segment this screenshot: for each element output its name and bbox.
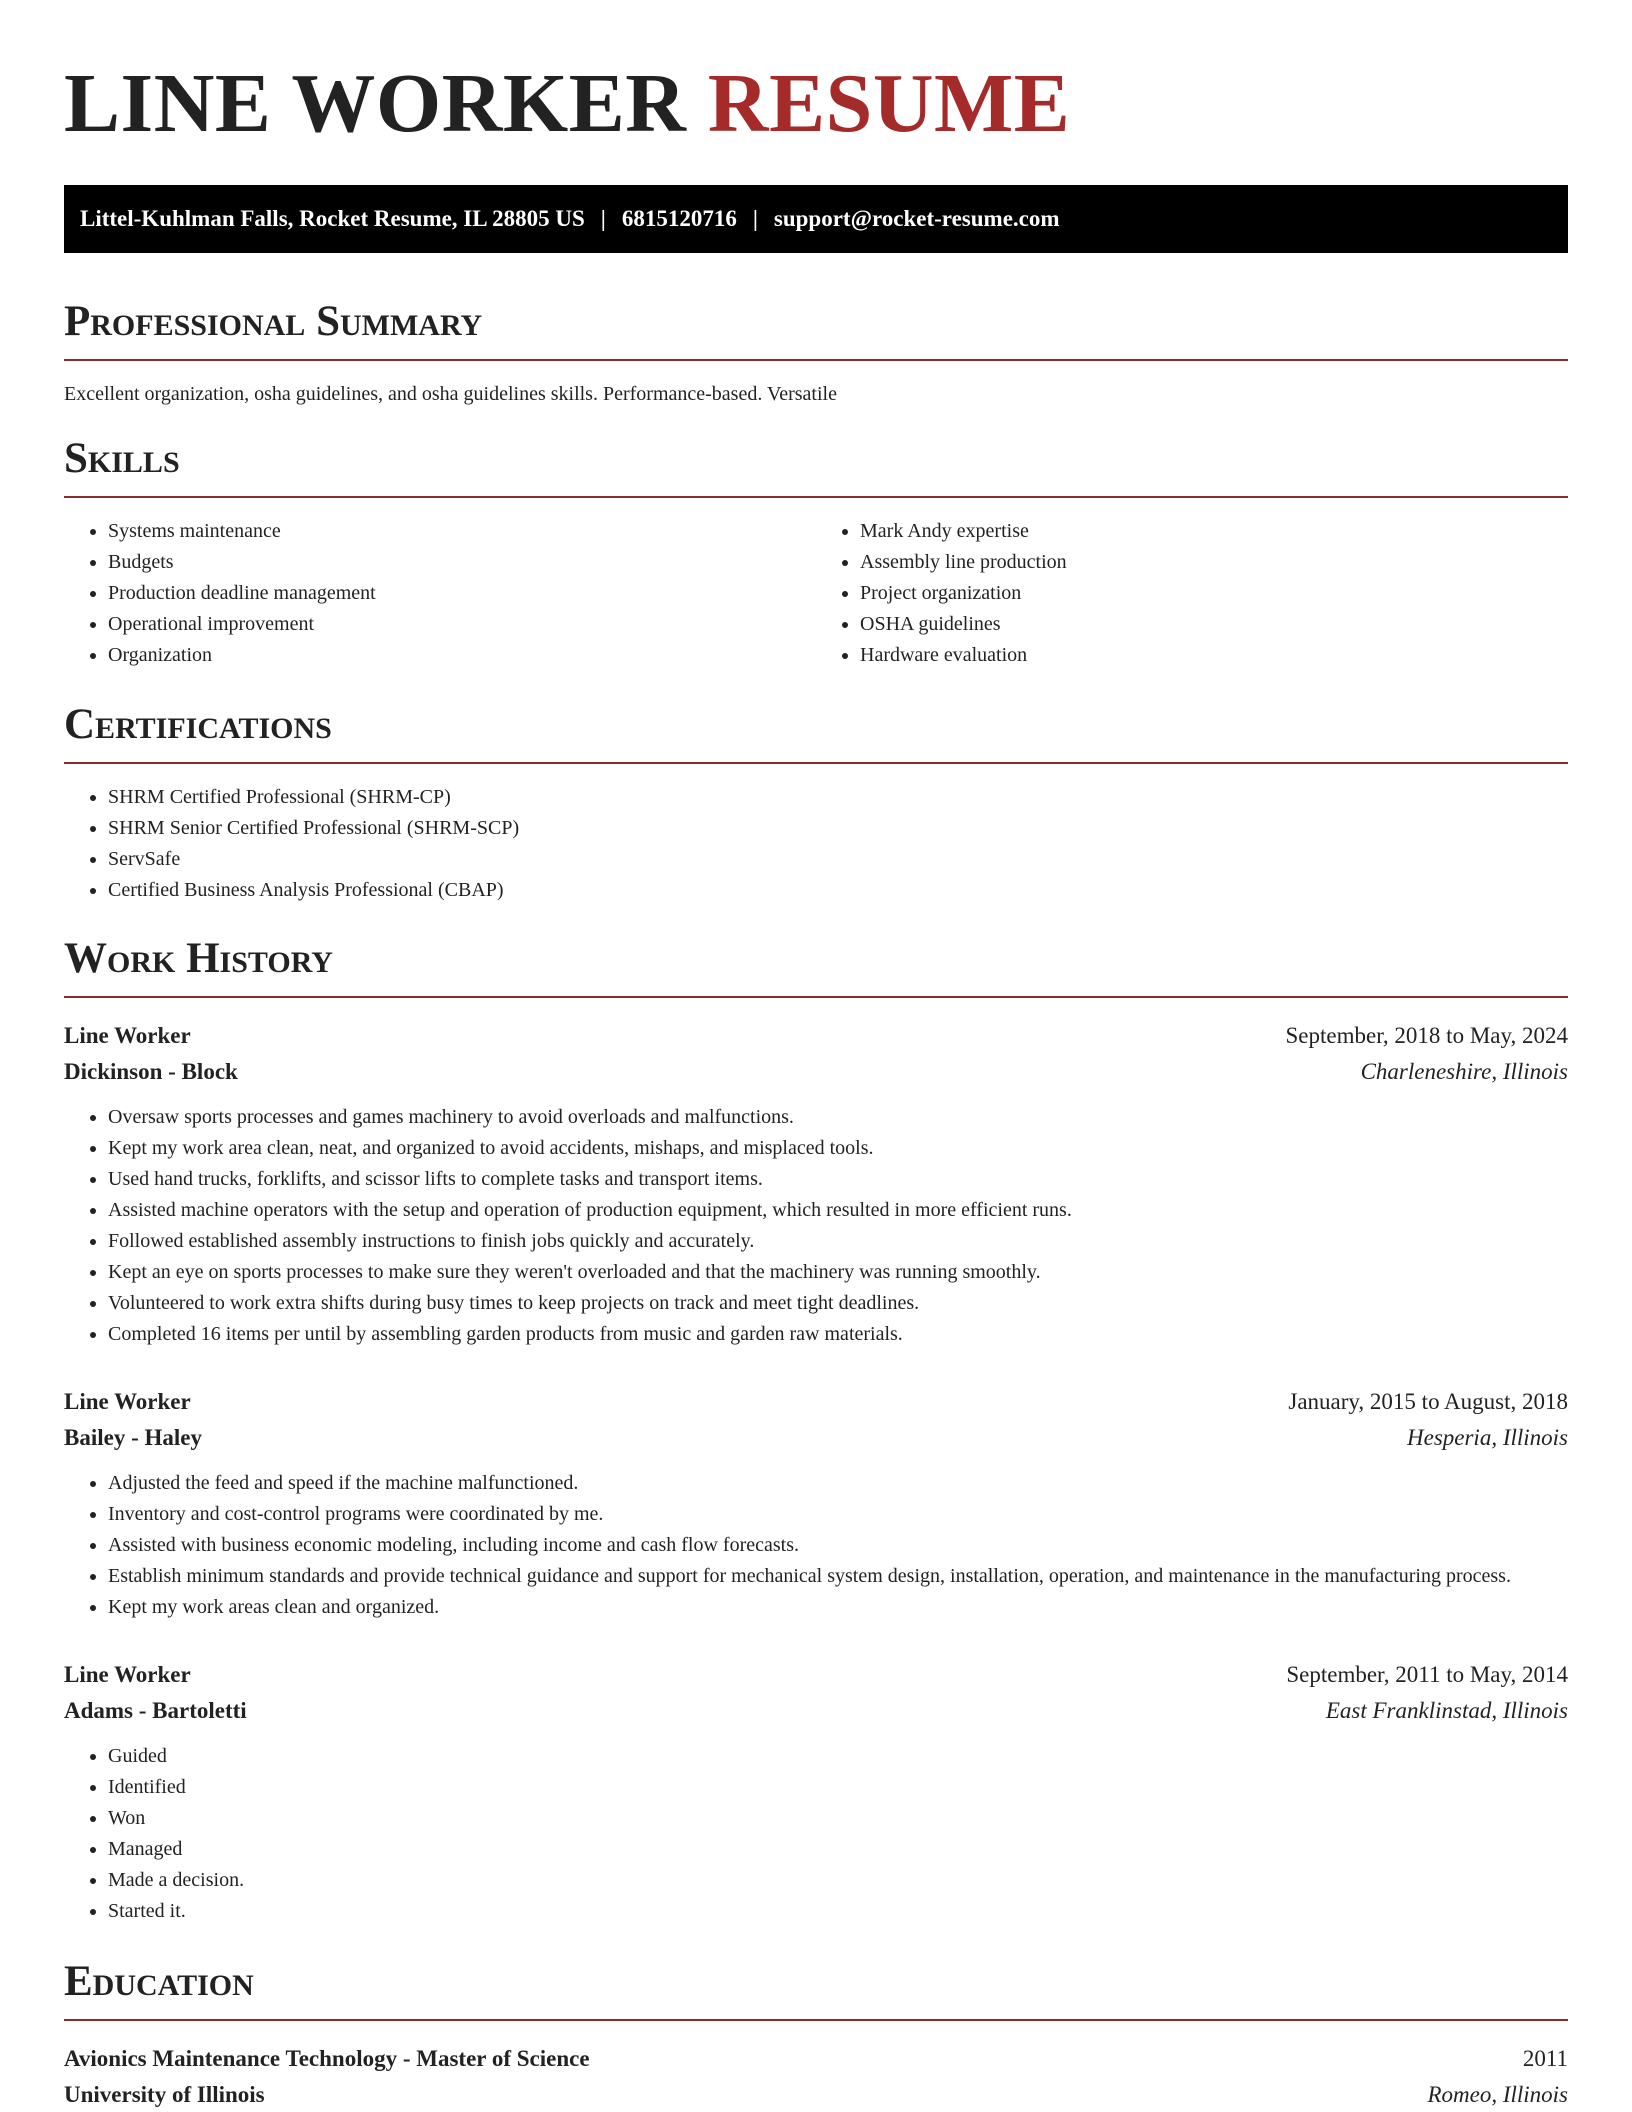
job-bullet: • Volunteered to work extra shifts during busy times to keep projects on track and meet tight deadlines.	[108, 1288, 1568, 1319]
skills-list-right	[816, 516, 1568, 671]
skill-item: • Operational improvement	[108, 609, 816, 640]
certification-item: • SHRM Senior Certified Professional (SHRM-SCP)	[108, 813, 1568, 844]
job-bullet: • Assisted with business economic modeling, including income and cash flow forecasts.	[108, 1530, 1568, 1561]
job-dates: January, 2015 to August, 2018	[1288, 1389, 1568, 1414]
job-header-row	[64, 1657, 1568, 1693]
skill-item: • Assembly line production	[860, 547, 1568, 578]
job-bullet: • Used hand trucks, forklifts, and scissor lifts to complete tasks and transport items.	[108, 1164, 1568, 1195]
skill-item: • Production deadline management	[108, 578, 816, 609]
summary-section	[64, 297, 1568, 409]
education-entry	[64, 2041, 1568, 2112]
resume-title	[64, 0, 1568, 152]
job-location: East Franklinstad, Illinois	[1325, 1698, 1568, 1723]
job-bullet: • Establish minimum standards and provide technical guidance and support for mechanical system design, installation, operation, and maintenance in the manufacturing process.	[108, 1561, 1568, 1592]
job-company-row	[64, 1054, 1568, 1090]
job-bullet: • Adjusted the feed and speed if the machine malfunctioned.	[108, 1468, 1568, 1499]
job-bullets	[64, 1102, 1568, 1350]
skill-item: • Systems maintenance	[108, 516, 816, 547]
job-title: Line Worker	[64, 1023, 191, 1048]
certifications-section	[64, 700, 1568, 906]
certification-item: • Certified Business Analysis Professional (CBAP)	[108, 875, 1568, 906]
title-main: LINE WORKER	[64, 57, 687, 150]
skills-grid	[64, 516, 1568, 671]
skill-item: • Mark Andy expertise	[860, 516, 1568, 547]
skills-section	[64, 434, 1568, 671]
skill-item: • Organization	[108, 640, 816, 671]
certifications-heading: Certifications	[64, 700, 1568, 764]
job-entry	[64, 1018, 1568, 1350]
job-bullet: • Identified	[108, 1772, 1568, 1803]
job-company-row	[64, 1693, 1568, 1729]
job-entry	[64, 1657, 1568, 1927]
job-location: Charleneshire, Illinois	[1360, 1059, 1568, 1084]
contact-separator: |	[752, 206, 758, 231]
skill-item: • Hardware evaluation	[860, 640, 1568, 671]
job-company: Dickinson - Block	[64, 1059, 238, 1084]
education-school-row	[64, 2077, 1568, 2112]
job-bullet: • Assisted machine operators with the setup and operation of production equipment, which resulted in more efficient runs.	[108, 1195, 1568, 1226]
work-history-section	[64, 934, 1568, 1927]
job-title: Line Worker	[64, 1662, 191, 1687]
skill-item: • Project organization	[860, 578, 1568, 609]
summary-heading: Professional Summary	[64, 297, 1568, 361]
education-degree: Avionics Maintenance Technology - Master of Science	[64, 2046, 590, 2071]
contact-bar	[64, 185, 1568, 253]
job-location: Hesperia, Illinois	[1407, 1425, 1568, 1450]
education-degree-row	[64, 2041, 1568, 2077]
education-section	[64, 1957, 1568, 2112]
summary-text: Excellent organization, osha guidelines, and osha guidelines skills. Performance-based. Versatile	[64, 383, 837, 405]
job-header-row	[64, 1018, 1568, 1054]
skill-item: • Budgets	[108, 547, 816, 578]
title-accent: RESUME	[707, 57, 1071, 150]
certification-item: • ServSafe	[108, 844, 1568, 875]
job-bullet: • Oversaw sports processes and games machinery to avoid overloads and malfunctions.	[108, 1102, 1568, 1133]
job-dates: September, 2011 to May, 2014	[1286, 1662, 1568, 1687]
job-bullet: • Completed 16 items per until by assembling garden products from music and garden raw materials.	[108, 1319, 1568, 1350]
job-bullet: • Started it.	[108, 1896, 1568, 1927]
contact-email: support@rocket-resume.com	[773, 206, 1060, 231]
job-bullets	[64, 1741, 1568, 1927]
work-history-heading: Work History	[64, 934, 1568, 998]
job-title: Line Worker	[64, 1389, 191, 1414]
job-company-row	[64, 1420, 1568, 1456]
contact-separator: |	[600, 206, 606, 231]
skills-list-left	[64, 516, 816, 671]
job-header-row	[64, 1384, 1568, 1420]
job-bullet: • Kept my work areas clean and organized.	[108, 1592, 1568, 1623]
contact-phone: 6815120716	[621, 206, 737, 231]
job-entry	[64, 1384, 1568, 1623]
certification-item: • SHRM Certified Professional (SHRM-CP)	[108, 782, 1568, 813]
job-bullet: • Kept my work area clean, neat, and organized to avoid accidents, mishaps, and misplaced tools.	[108, 1133, 1568, 1164]
education-location: Romeo, Illinois	[1427, 2082, 1568, 2107]
certifications-list	[64, 782, 1568, 906]
education-year: 2011	[1522, 2046, 1568, 2071]
job-bullet: • Inventory and cost-control programs were coordinated by me.	[108, 1499, 1568, 1530]
education-heading: Education	[64, 1957, 1568, 2021]
job-company: Bailey - Haley	[64, 1425, 202, 1450]
job-bullet: • Kept an eye on sports processes to make sure they weren't overloaded and that the machinery was running smoothly.	[108, 1257, 1568, 1288]
job-bullet: • Guided	[108, 1741, 1568, 1772]
contact-address: Littel-Kuhlman Falls, Rocket Resume, IL 28805 US	[80, 206, 585, 231]
job-bullet: • Won	[108, 1803, 1568, 1834]
skill-item: • OSHA guidelines	[860, 609, 1568, 640]
skills-heading: Skills	[64, 434, 1568, 498]
job-bullet: • Made a decision.	[108, 1865, 1568, 1896]
job-bullet: • Managed	[108, 1834, 1568, 1865]
job-company: Adams - Bartoletti	[64, 1698, 247, 1723]
job-bullets	[64, 1468, 1568, 1623]
education-school: University of Illinois	[64, 2082, 265, 2107]
job-bullet: • Followed established assembly instructions to finish jobs quickly and accurately.	[108, 1226, 1568, 1257]
job-dates: September, 2018 to May, 2024	[1285, 1023, 1568, 1048]
